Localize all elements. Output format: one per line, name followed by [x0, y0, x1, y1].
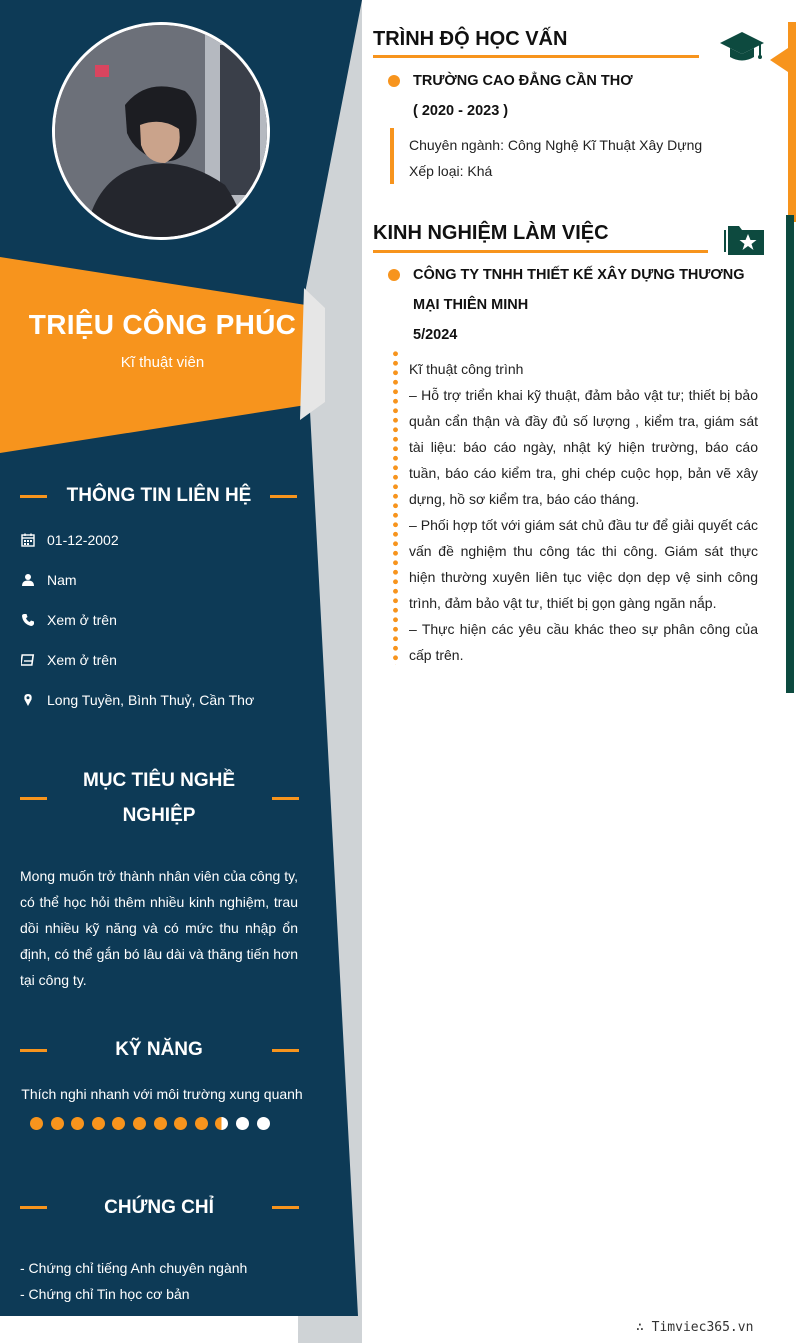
section-dash [272, 1049, 299, 1052]
phone-icon [20, 612, 36, 628]
skill-dot [92, 1117, 105, 1130]
objective-text: Mong muốn trở thành nhân viên của công ty, có thể học hỏi thêm nhiều kinh nghiệm, trau dồi nhiều kỹ năng và có mức thu nhập ổn định, có thể gắn bó lâu dài và thăng tiến hơn tại công ty. [20, 868, 298, 988]
experience-duty: – Hỗ trợ triển khai kỹ thuật, đảm bảo vật tư; thiết bị bảo quản cẩn thận và đầy đủ số lượng , kiểm tra, giám sát tài liệu: báo cáo ngày, nhật ký hiện trường, báo cáo tuần, báo cáo kiểm tra, ghi chép cuộc họp, bản vẽ xây dựng, hồ sơ kiểm tra, báo cáo tháng. [409, 387, 758, 507]
skill-dot [112, 1117, 125, 1130]
gender-text: Nam [47, 572, 77, 588]
section-dash [270, 495, 297, 498]
graduation-cap-icon [719, 30, 765, 64]
address-text: Long Tuyền, Bình Thuỷ, Cần Thơ [47, 692, 255, 708]
section-dash [272, 797, 299, 800]
experience-description [409, 356, 758, 668]
skills-title: KỸ NĂNG [115, 1039, 203, 1060]
section-dash [272, 1206, 299, 1209]
experience-title: KINH NGHIỆM LÀM VIỆC [373, 222, 609, 244]
skill-name: Thích nghi nhanh với môi trường xung quanh [21, 1086, 303, 1102]
experience-bullet [388, 269, 400, 281]
skill-dot [133, 1117, 146, 1130]
user-icon [20, 572, 36, 588]
avatar [52, 22, 270, 240]
contact-address [20, 690, 254, 710]
folder-star-icon [724, 220, 766, 258]
contact-gender [20, 570, 77, 590]
education-period: ( 2020 - 2023 ) [413, 103, 509, 119]
skill-dot [236, 1117, 249, 1130]
phone-text: Xem ở trên [47, 612, 117, 628]
footer-brand-text: Timviec365.vn [651, 1320, 754, 1335]
objective-title-line1: MỤC TIÊU NGHỀ [83, 770, 235, 791]
contact-phone [20, 610, 117, 630]
avatar-photo [55, 25, 267, 237]
contact-title: THÔNG TIN LIÊN HỆ [66, 485, 252, 506]
objective-title-line2: NGHIỆP [122, 805, 196, 826]
skill-dot [51, 1117, 64, 1130]
skill-dot [154, 1117, 167, 1130]
skill-dot [195, 1117, 208, 1130]
education-bullet [388, 75, 400, 87]
map-pin-icon [20, 692, 36, 708]
education-underline [373, 55, 699, 58]
certificates-title: CHỨNG CHỈ [104, 1197, 214, 1218]
skill-dot [215, 1117, 228, 1130]
education-school: TRƯỜNG CAO ĐẲNG CẦN THƠ [413, 73, 633, 89]
certificate-item: - Chứng chỉ tiếng Anh chuyên ngành [20, 1260, 248, 1276]
certificate-item: - Chứng chỉ Tin học cơ bản [20, 1286, 190, 1302]
calendar-icon [20, 532, 36, 548]
experience-dotted-line [393, 349, 398, 665]
contact-birthday [20, 530, 119, 550]
experience-position: Kĩ thuật công trình [409, 361, 524, 377]
experience-side-bar [786, 215, 794, 693]
skill-dot [174, 1117, 187, 1130]
skill-dot [30, 1117, 43, 1130]
footer-brand [636, 1320, 753, 1335]
skill-rating [30, 1117, 277, 1130]
education-title: TRÌNH ĐỘ HỌC VẤN [373, 28, 568, 50]
skill-dot [71, 1117, 84, 1130]
experience-company-line1: CÔNG TY TNHH THIẾT KẾ XÂY DỰNG THƯƠNG [413, 267, 745, 283]
experience-duty: – Phối hợp tốt với giám sát chủ đầu tư để giải quyết các vấn đề nghiệm thu công tác thi công. Giám sát thực hiện thường xuyên liên tục việc dọn dẹp vệ sinh công trình, đảm bảo vật tư, thiết bị gọn gàng ngăn nắp. [409, 517, 758, 611]
candidate-role: Kĩ thuật viên [120, 354, 205, 371]
education-grade: Xếp loại: Khá [409, 163, 493, 179]
skill-dot [257, 1117, 270, 1130]
experience-duty: – Thực hiện các yêu cầu khác theo sự phân công của cấp trên. [409, 621, 758, 663]
experience-company-line2: MẠI THIÊN MINH [413, 297, 529, 313]
experience-date: 5/2024 [413, 327, 458, 343]
education-major: Chuyên ngành: Công Nghệ Kĩ Thuật Xây Dựng [409, 137, 703, 153]
candidate-name: TRIỆU CÔNG PHÚC [28, 309, 297, 340]
education-bar [390, 128, 394, 184]
experience-underline [373, 250, 708, 253]
logo-dots-icon: ∴ [636, 1320, 652, 1335]
email-text: Xem ở trên [47, 652, 117, 668]
education-marker [770, 22, 800, 222]
birthday-text: 01-12-2002 [47, 532, 119, 548]
contact-email [20, 650, 117, 670]
email-icon [20, 652, 36, 668]
